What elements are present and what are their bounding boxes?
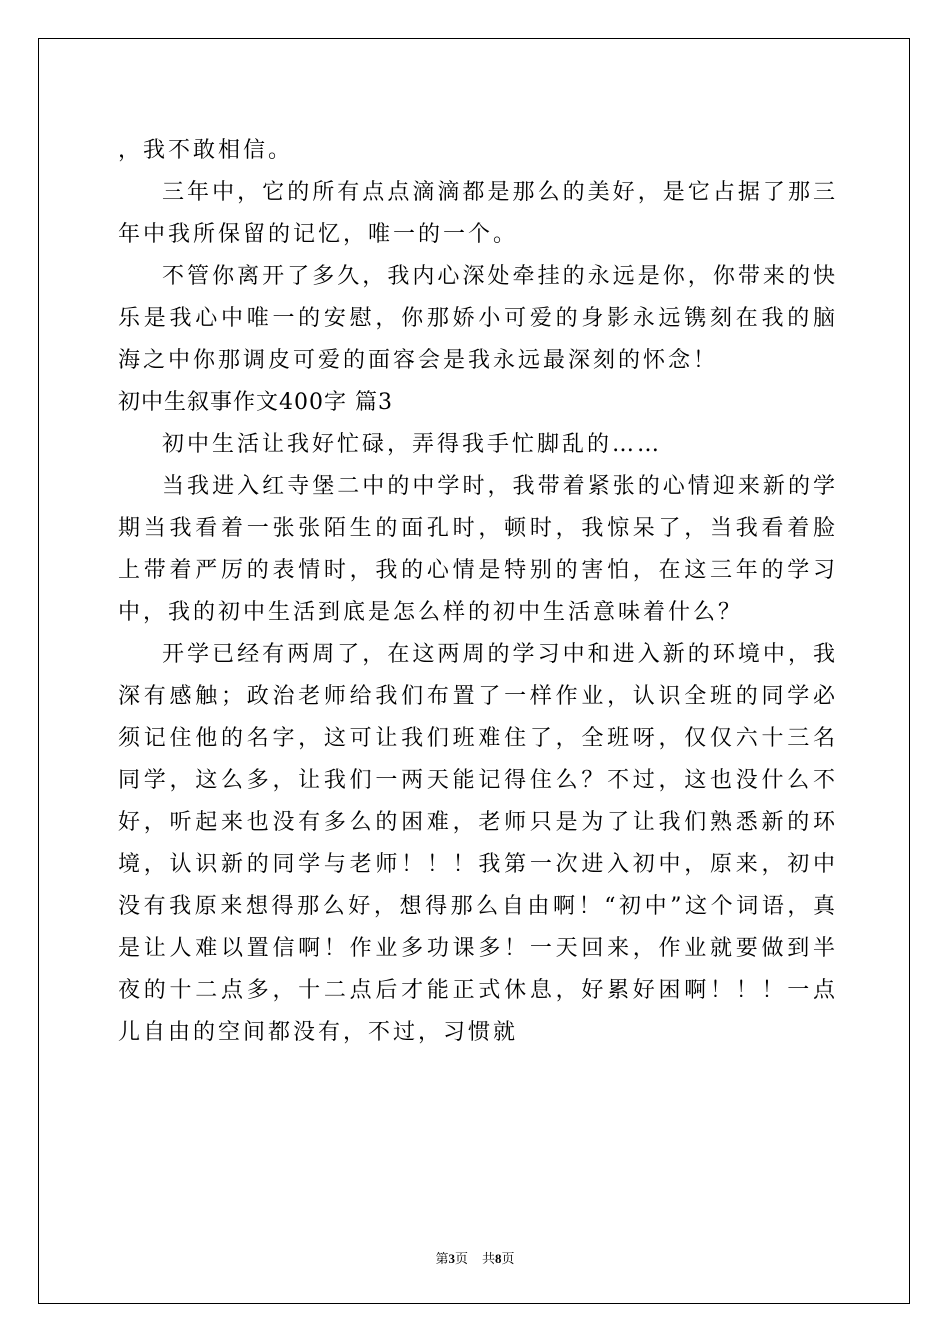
paragraph: 初中生活让我好忙碌，弄得我手忙脚乱的…… [162, 432, 663, 457]
page-suffix: 页 [454, 1251, 468, 1266]
total-suffix: 页 [501, 1251, 515, 1266]
paragraph: 当我进入红寺堡二中的中学时，我带着紧张的心情迎来新的学期当我看着一张张陌生的面孔时，顿时，我惊呆了，当我看着脸上带着严厉的表情时，我的心情是特别的害怕，在这三年的学习中，我的初中生活到底是怎么样的初中生活意味着什么？ [118, 474, 838, 625]
page-prefix: 第 [435, 1251, 449, 1266]
page-footer [0, 1248, 950, 1267]
total-pages: 8 [495, 1251, 502, 1266]
document-body [118, 130, 838, 1054]
paragraph: 三年中，它的所有点点滴滴都是那么的美好，是它占据了那三年中我所保留的记忆，唯一的一个。 [118, 180, 838, 247]
paragraph: 不管你离开了多久，我内心深处牵挂的永远是你，你带来的快乐是我心中唯一的安慰，你那娇小可爱的身影永远镌刻在我的脑海之中你那调皮可爱的面容会是我永远最深刻的怀念！ [118, 264, 838, 373]
paragraph: ，我不敢相信。 [118, 138, 294, 163]
total-prefix: 共 [482, 1251, 496, 1266]
paragraph: 开学已经有两周了，在这两周的学习中和进入新的环境中，我深有感触；政治老师给我们布置了一样作业，认识全班的同学必须记住他的名字，这可让我们班难住了，全班呀，仅仅六十三名同学，这么多，让我们一两天能记得住么？不过，这也没什么不好，听起来也没有多么的困难，老师只是为了让我们熟悉新的环境，认识新的同学与老师！！！我第一次进入初中，原来，初中没有我原来想得那么好，想得那么自由啊！“初中”这个词语，真是让人难以置信啊！作业多功课多！一天回来，作业就要做到半夜的十二点多，十二点后才能正式休息，好累好困啊！！！一点儿自由的空间都没有，不过，习惯就 [118, 642, 838, 1045]
section-heading: 初中生叙事作文400字 篇3 [118, 390, 393, 415]
page-number: 3 [448, 1251, 455, 1266]
